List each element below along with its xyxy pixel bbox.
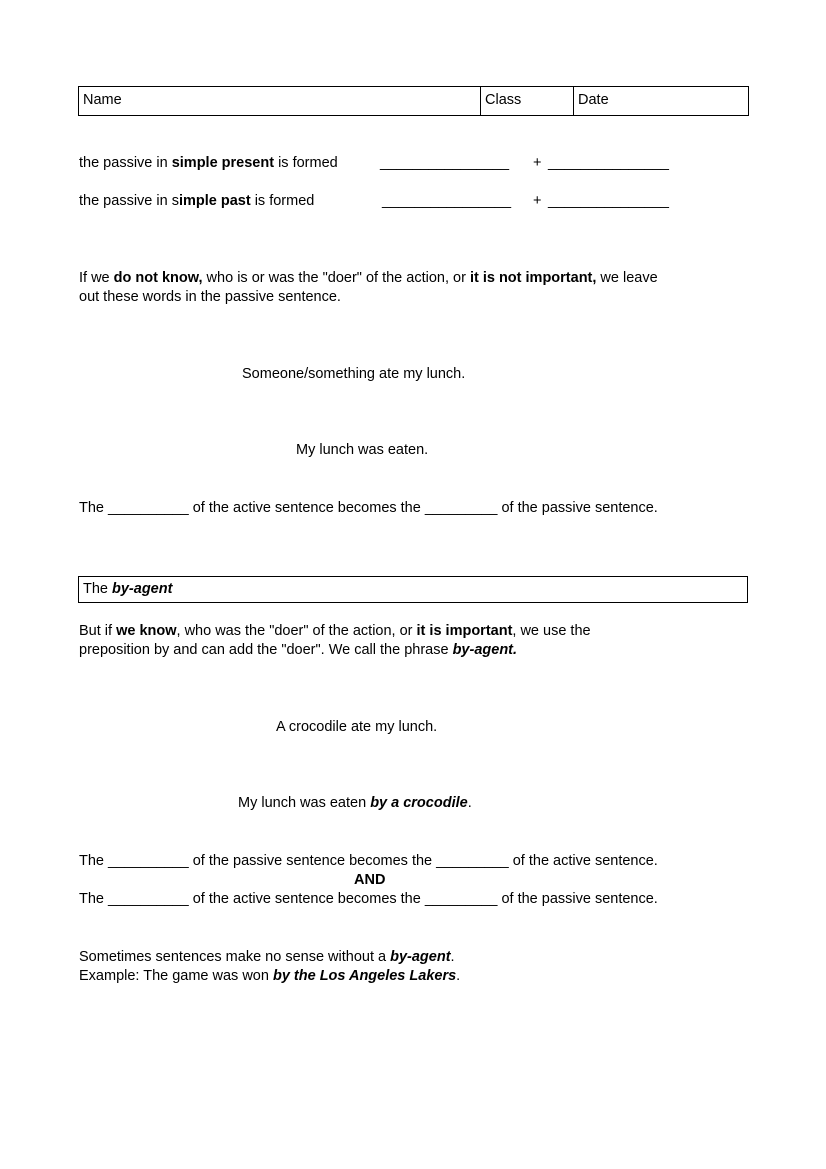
and-label: AND xyxy=(354,872,386,888)
past-blank-1: ________________ xyxy=(382,193,512,209)
name-cell: Name xyxy=(83,92,122,108)
simple-present-formation: the passive in simple present is formed xyxy=(79,155,338,171)
by-agent-heading-box: The by-agent xyxy=(78,576,748,603)
date-cell: Date xyxy=(573,87,748,115)
closing-line-1: Sometimes sentences make no sense without a by-agent. xyxy=(79,949,455,965)
by-agent-text-line-1: But if we know, who was the "doer" of the action, or it is important, we use the xyxy=(79,623,591,639)
intro-line-1: If we do not know, who is or was the "doer" of the action, or it is not important, we leave xyxy=(79,270,658,286)
example-active-sentence: Someone/something ate my lunch. xyxy=(242,366,466,382)
intro-line-2: out these words in the passive sentence. xyxy=(79,289,341,305)
example2-passive-sentence: My lunch was eaten by a crocodile. xyxy=(238,795,472,811)
present-blank-1: ________________ xyxy=(380,155,510,171)
by-agent-text-line-2: preposition by and can add the "doer". We call the phrase by-agent. xyxy=(79,642,518,658)
past-plus: + xyxy=(533,193,542,209)
past-blank-2: _______________ xyxy=(548,193,669,209)
rule-passive-to-active: The __________ of the passive sentence becomes the _________ of the active sentence. xyxy=(79,853,658,869)
present-blank-2: _______________ xyxy=(548,155,669,171)
example2-active-sentence: A crocodile ate my lunch. xyxy=(276,719,438,735)
student-info-table xyxy=(78,86,749,116)
class-cell: Class xyxy=(480,87,573,115)
closing-example-line: Example: The game was won by the Los Angeles Lakers. xyxy=(79,968,461,984)
example-passive-sentence: My lunch was eaten. xyxy=(296,442,429,458)
rule-active-to-passive-2: The __________ of the active sentence becomes the _________ of the passive sentence. xyxy=(79,891,658,907)
present-plus: + xyxy=(533,155,542,171)
rule-active-to-passive: The __________ of the active sentence becomes the _________ of the passive sentence. xyxy=(79,500,658,516)
simple-past-formation: the passive in simple past is formed xyxy=(79,193,315,209)
